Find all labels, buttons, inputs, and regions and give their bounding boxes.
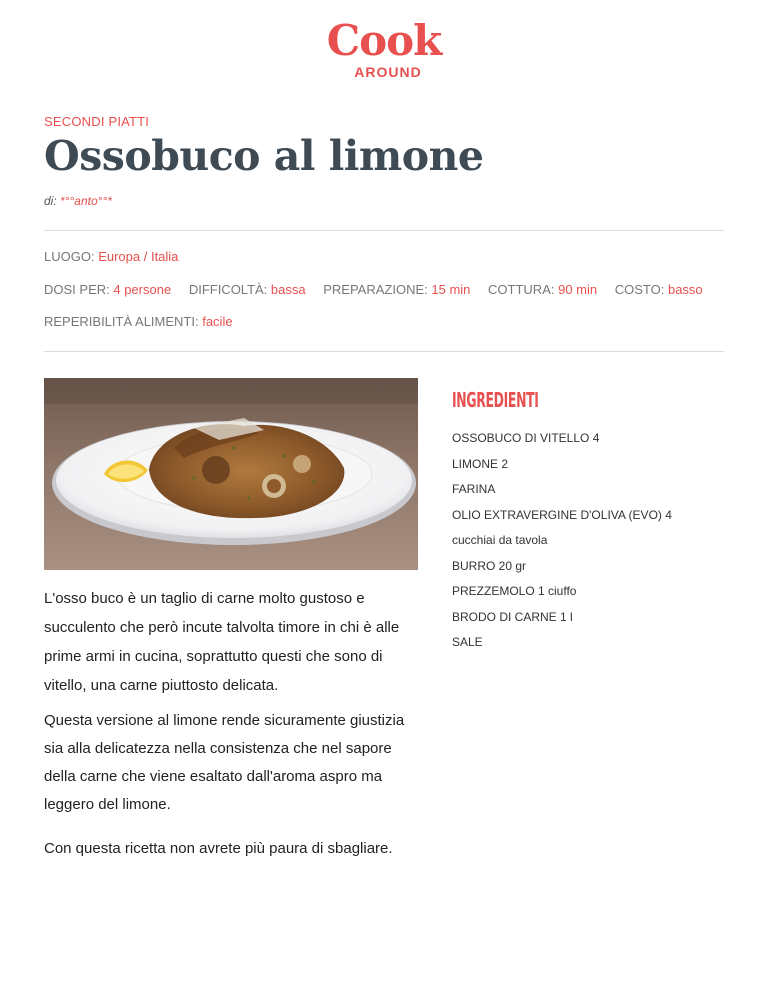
preparazione-value: 15 min [431, 282, 471, 297]
recipe-author [44, 194, 112, 208]
meta-luogo [44, 249, 178, 264]
dosi-value: 4 persone [113, 282, 172, 297]
meta-dosi [44, 282, 171, 297]
logo-word: Cook [326, 16, 442, 65]
luogo-region-link[interactable]: Europa [98, 249, 141, 264]
cookaround-logo[interactable] [318, 16, 450, 84]
cottura-label: COTTURA: [488, 282, 559, 297]
ingredient-item: SALE [452, 635, 483, 649]
logo-subtitle: AROUND [354, 64, 422, 80]
ingredient-item: BRODO DI CARNE 1 l [452, 609, 573, 624]
page-title: Ossobuco al limone [44, 132, 484, 180]
reperibilita-value: facile [202, 314, 233, 329]
divider-top [44, 230, 724, 231]
description-paragraph-1: L'osso buco è un taglio di carne molto gustoso e succulento che però incute talvolta timore in chi è alle prime armi in cucina, soprattutto questi che sono di vitello, una carne piuttosto delicata. [44, 590, 400, 694]
meta-costo [615, 282, 703, 297]
divider-bottom [44, 351, 724, 352]
author-link[interactable]: *°°anto°°* [60, 194, 112, 208]
ingredient-item: FARINA [452, 482, 496, 496]
difficolta-value: bassa [270, 282, 306, 297]
cottura-value: 90 min [558, 282, 598, 297]
recipe-category[interactable]: SECONDI PIATTI [44, 114, 150, 129]
recipe-photo [44, 378, 418, 570]
ingredients-heading: INGREDIENTI [452, 388, 539, 412]
meta-cottura [488, 282, 597, 297]
meta-reperibilita [44, 314, 233, 329]
luogo-separator: / [140, 249, 151, 264]
author-prefix: di: [44, 194, 61, 208]
ingredient-item: OSSOBUCO DI VITELLO 4 [452, 431, 600, 445]
luogo-country-link[interactable]: Italia [150, 249, 179, 264]
reperibilita-label: REPERIBILITÀ ALIMENTI: [44, 314, 203, 329]
ingredients-list [452, 428, 672, 658]
meta-preparazione [323, 282, 470, 297]
costo-value: basso [667, 282, 703, 297]
meta-details [44, 282, 717, 297]
costo-label: COSTO: [614, 282, 668, 297]
ingredient-item: LIMONE 2 [452, 456, 509, 471]
dosi-label: DOSI PER: [44, 282, 114, 297]
description-paragraph-2: Questa versione al limone rende sicuramente giustizia sia alla delicatezza nella consistenza che nel sapore della carne che viene esaltato dall'aroma aspro ma leggero del limone. [44, 712, 405, 813]
preparazione-label: PREPARAZIONE: [323, 282, 432, 297]
ingredient-item: PREZZEMOLO 1 ciuffo [452, 584, 577, 598]
description-paragraph-3: Con questa ricetta non avrete più paura di sbagliare. [44, 840, 393, 857]
ingredient-item: cucchiai da tavola [452, 533, 548, 547]
meta-difficolta [189, 282, 306, 297]
luogo-label: LUOGO: [44, 249, 99, 264]
ingredient-item: BURRO 20 gr [452, 558, 527, 573]
difficolta-label: DIFFICOLTÀ: [188, 282, 271, 297]
ingredient-item: OLIO EXTRAVERGINE D'OLIVA (EVO) 4 [452, 507, 672, 522]
